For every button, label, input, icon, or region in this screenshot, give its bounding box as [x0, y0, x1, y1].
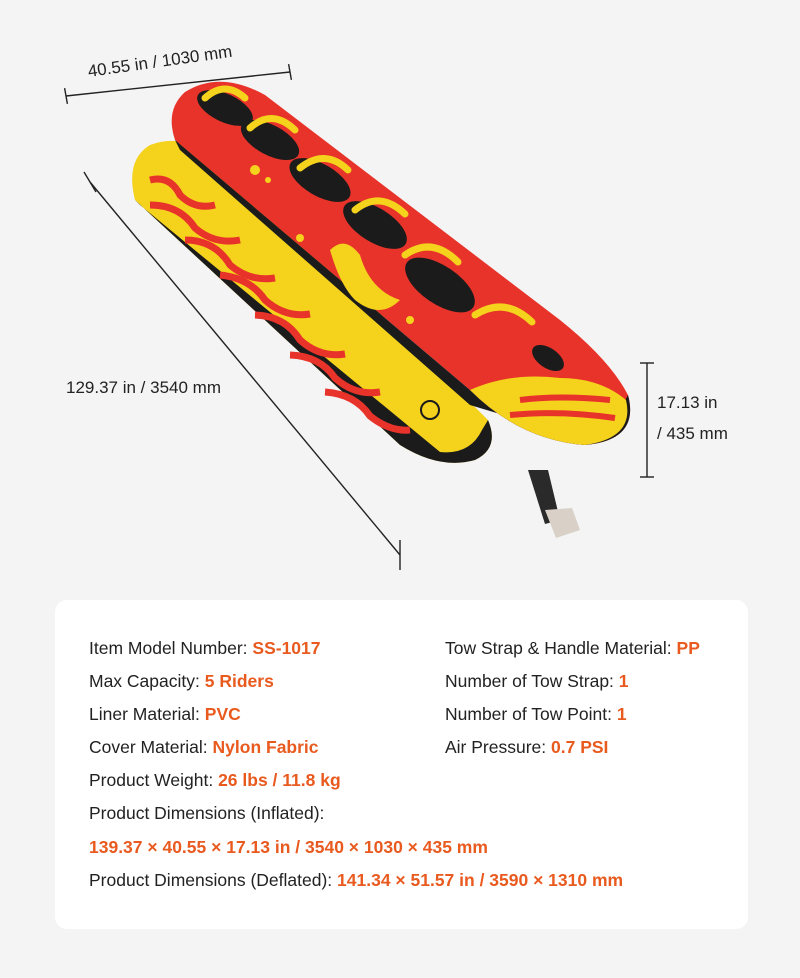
- spec-value: SS-1017: [252, 638, 321, 658]
- height-dimension-mm: / 435 mm: [657, 424, 728, 443]
- spec-label: Number of Tow Strap:: [445, 671, 614, 691]
- spec-label: Max Capacity:: [89, 671, 200, 691]
- spec-deflated: [89, 870, 623, 891]
- spec-label: Cover Material:: [89, 737, 208, 757]
- spec-value: 1: [616, 704, 627, 724]
- spec-inflated-value: 139.37 × 40.55 × 17.13 in / 3540 × 1030 × 435 mm: [89, 837, 488, 857]
- spec-value: 5 Riders: [204, 671, 274, 691]
- spec-tow-points: [445, 704, 627, 725]
- spec-value: PP: [676, 638, 700, 658]
- spec-label: Number of Tow Point:: [445, 704, 612, 724]
- spec-value: PVC: [204, 704, 241, 724]
- spec-inflated-label: Product Dimensions (Inflated):: [89, 803, 325, 823]
- spec-value: 26 lbs / 11.8 kg: [218, 770, 341, 790]
- width-dimension-label: 40.55 in / 1030 mm: [86, 41, 234, 81]
- spec-value: Nylon Fabric: [212, 737, 319, 757]
- spec-label: Product Dimensions (Deflated):: [89, 870, 333, 890]
- spec-liner: [89, 704, 241, 725]
- spec-value: 141.34 × 51.57 in / 3590 × 1310 mm: [337, 870, 624, 890]
- length-dimension-label: 129.37 in / 3540 mm: [66, 378, 221, 397]
- spec-air-pressure: [445, 737, 608, 758]
- spec-weight: [89, 770, 341, 791]
- spec-capacity: [89, 671, 274, 692]
- spec-label: Liner Material:: [89, 704, 200, 724]
- spec-label: Product Weight:: [89, 770, 214, 790]
- spec-model: [89, 638, 321, 659]
- spec-label: Air Pressure:: [445, 737, 547, 757]
- spec-label: Tow Strap & Handle Material:: [445, 638, 672, 658]
- spec-value: 1: [618, 671, 629, 691]
- spec-cover: [89, 737, 319, 758]
- tow-strap: [528, 470, 580, 538]
- spec-value: 0.7 PSI: [551, 737, 609, 757]
- spec-label: Item Model Number:: [89, 638, 248, 658]
- height-dimension-in: 17.13 in: [657, 393, 718, 412]
- spec-strap-material: [445, 638, 700, 659]
- spec-tow-straps: [445, 671, 629, 692]
- spec-card: [55, 600, 748, 929]
